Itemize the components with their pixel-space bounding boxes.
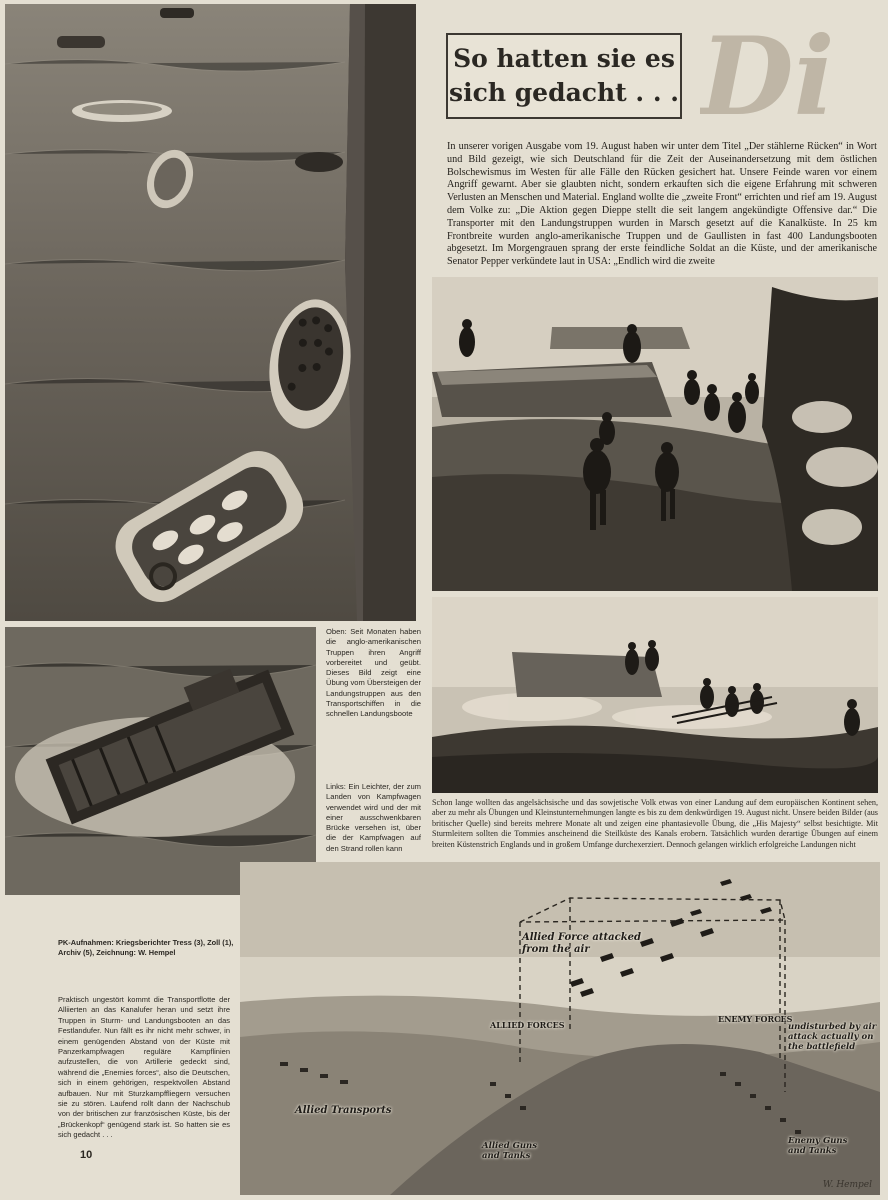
map-label-allied-forces: ALLIED FORCES (490, 1020, 565, 1030)
map-label-enemy-guns: Enemy Guns and Tanks (788, 1136, 848, 1156)
photo-troops-storming-beach (432, 277, 878, 591)
illustration-invasion-plan (240, 862, 880, 1195)
intro-text: In unserer vorigen Ausgabe vom 19. August haben wir unter dem Titel „Der stählerne Rücken“ in Wort und Bild gezeigt, wie sich Deutschland für die Zeit der Auseinandersetzung mit dem östlichen Bolschewismus im Westen für alle Fälle den Rücken gesichert hat. Unsere Feinde waren vor einem Angriff gewarnt. Aber sie glaubten nicht, sondern erkauften sich die eigene Erfahrung mit schweren Verlusten an Menschen und Material. England wollte die „zweite Front“ errichten und rief am 19. August dem Volke zu: „Die Aktion gegen Dieppe stellt die seit langem angekündigte Offensive dar.“ Die Transporter mit den Landungstruppen wurden in Marsch gesetzt auf die Kanalküste. In 25 km Frontbreite wurden anglo-amerikanische Truppen und de Gaullisten in fast 400 Landungsbooten abgesetzt. Im Morgengrauen sprang der erste feindliche Soldat an die Küste, und der amerikanische Senator Pepper verkündete laut in USA: „Endlich wird die zweite (447, 141, 877, 268)
headline-line-2: sich gedacht . . . (449, 78, 679, 107)
map-label-enemy-undisturbed: undisturbed by air attack actually on the battlefield (788, 1022, 877, 1052)
headline-line-1: So hatten sie es (453, 44, 675, 73)
caption-bottom: Schon lange wollten das angelsächsische und das sowjetische Volk etwas von einer Landung auf dem europäischen Kontinent sehen, aber zu mehr als Übungen und Kleinstunternehmungen langte es bis zu dem denkwürdigen 19. August nicht. Unsere beiden Bilder (aus britischer Quelle) sind bereits mehrere Monate alt und zeigen eine phantasievolle Übung, die „His Majesty“ selbst besichtigte. Mit Sturmleitern sollten die Tommies anscheinend die Steilküste des Kanals erobern. Tatsächlich wurden derartige Übungen auf einem breiten Küstenstrich Englands und in großem Umfange durchexerziert. Dennoch gelangen wirklich erfolgreiche Landungen nicht (432, 798, 878, 849)
map-label-allied-guns: Allied Guns and Tanks (482, 1141, 537, 1161)
photo-credits: PK-Aufnahmen: Kriegsberichter Tress (3), Zoll (1), Archiv (5), Zeichnung: W. Hempel (58, 938, 234, 957)
map-label-enemy-forces: ENEMY FORCES (718, 1014, 793, 1024)
illustration-signature: W. Hempel (822, 1180, 872, 1190)
caption-oben: Oben: Seit Monaten haben die anglo-amerikanischen Truppen ihren Angriff vorbereitet und geübt. Dieses Bild zeigt eine Übung vom Übersteigen der Landungstruppen aus den Transportschiffen in die schnellen Landungsboote (326, 627, 421, 719)
left-column-text: Praktisch ungestört kommt die Transportflotte der Alliierten an das Kanalufer heran und setzt ihre Truppen in Sturm- und Landungsbooten an das Festlandufer. Nun fällt es ihr nicht mehr schwer, in einem genügenden Abstand von der Küste mit Panzerkampfwagen reguläre Kampflinien aufzustellen, die von Artillerie gedeckt sind, während die „Enemies forces“, also die Deutschen, sich in einem gehörigen, respektvollen Abstand aufbauen. Nur mit Sturzkampffliegern versuchen sie zu stören. Laufend rollt dann der Nachschub von der britischen zur französischen Küste, bis der „Brückenkopf“ genügend stark ist. So hatten sie es sich gedacht . . . (58, 995, 230, 1140)
photo-landing-boats-ship (5, 4, 416, 621)
caption-links: Links: Ein Leichter, der zum Landen von Kampfwagen verwendet wird und der mit einer ausschwenkbaren Brücke versehen ist, über die der Kampfwagen auf den Strand rollen kann (326, 782, 421, 852)
photo-tank-landing-craft (5, 627, 316, 895)
big-title: Di (700, 22, 835, 132)
photo-troops-ladders (432, 597, 878, 793)
page-number: 10 (80, 1149, 93, 1161)
map-label-allied-air: Allied Force attacked from the air (522, 932, 641, 955)
headline-box (446, 33, 682, 119)
map-label-allied-transports: Allied Transports (295, 1105, 392, 1116)
